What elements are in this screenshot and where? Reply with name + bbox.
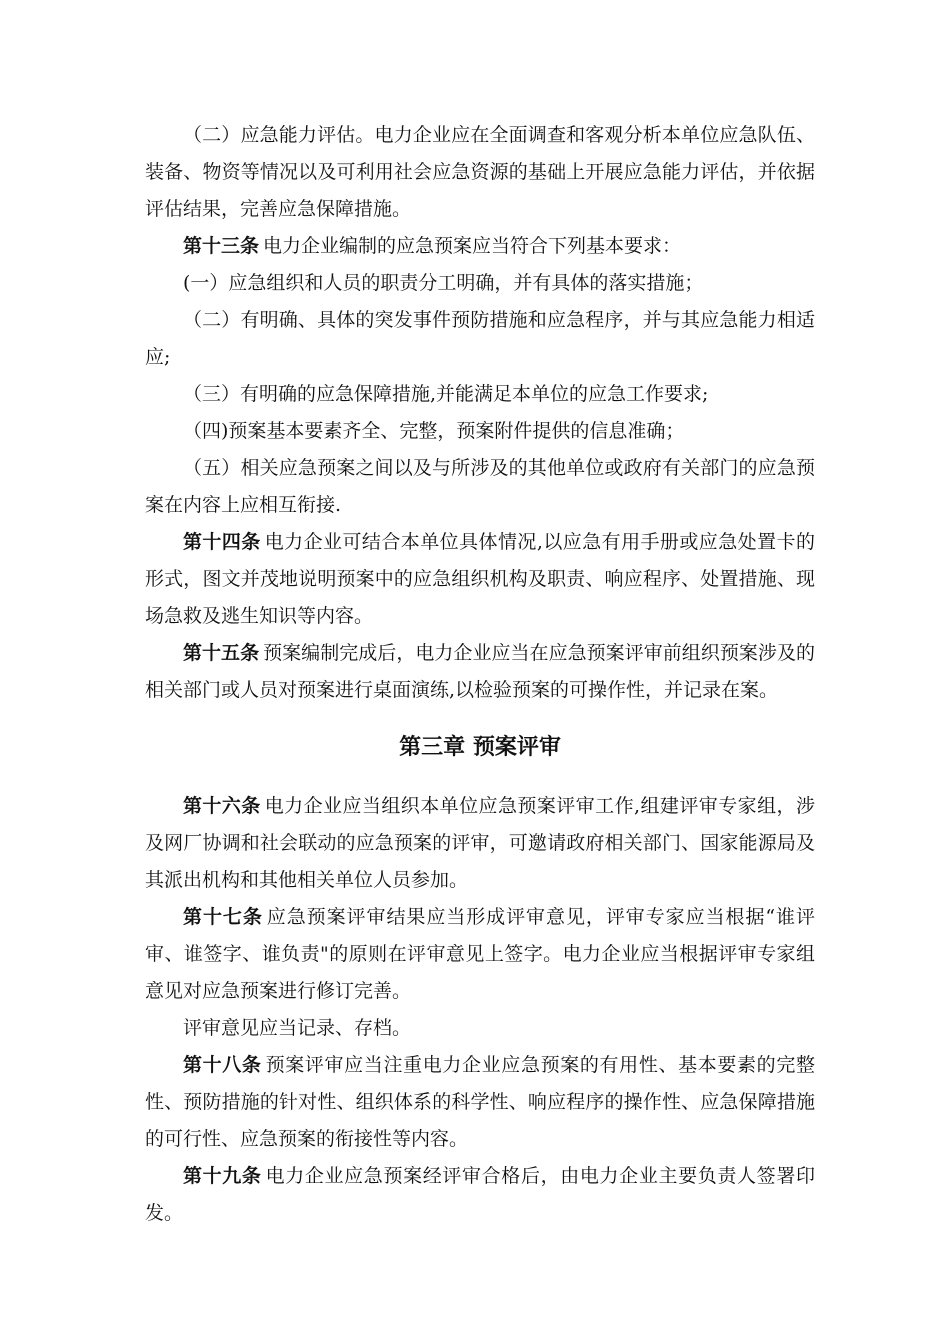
article-19: 第十九条 电力企业应急预案经评审合格后，由电力企业主要负责人签署印发。 — [145, 1165, 815, 1224]
article-18: 第十八条 预案评审应当注重电力企业应急预案的有用性、基本要素的完整性、预防措施的针对性、组织体系的科学性、响应程序的操作性、应急保障措施的可行性、应急预案的衔接性等内容。 — [145, 1054, 815, 1150]
requirement-item-5: （五）相关应急预案之间以及与所涉及的其他单位或政府有关部门的应急预案在内容上应相互衔接. — [145, 457, 815, 516]
article-number: 第十三条 — [183, 235, 260, 257]
article-13: 第十三条 电力企业编制的应急预案应当符合下列基本要求： — [183, 235, 682, 257]
requirement-item-2: （二）有明确、具体的突发事件预防措施和应急程序，并与其应急能力相适应; — [145, 309, 815, 368]
requirement-item-4: （四)预案基本要素齐全、完整，预案附件提供的信息准确； — [183, 420, 685, 442]
article-number: 第十五条 — [183, 642, 260, 664]
article-14: 第十四条 电力企业可结合本单位具体情况,以应急有用手册或应急处置卡的形式，图文并茂地说明预案中的应急组织机构及职责、响应程序、处置措施、现场急救及逃生知识等内容。 — [145, 531, 815, 627]
requirement-item-3: （三）有明确的应急保障措施,并能满足本单位的应急工作要求; — [183, 383, 709, 405]
article-15: 第十五条 预案编制完成后，电力企业应当在应急预案评审前组织预案涉及的相关部门或人员对预案进行桌面演练,以检验预案的可操作性，并记录在案。 — [145, 642, 815, 701]
article-number: 第十七条 — [183, 906, 263, 928]
article-17: 第十七条 应急预案评审结果应当形成评审意见，评审专家应当根据“谁评审、谁签字、谁负责"的原则在评审意见上签字。电力企业应当根据评审专家组意见对应急预案进行修订完善。 — [145, 906, 815, 1002]
article-number: 第十九条 — [183, 1165, 262, 1187]
article-number: 第十六条 — [183, 795, 261, 817]
document-body — [145, 117, 815, 1232]
requirement-item-1: (一）应急组织和人员的职责分工明确，并有具体的落实措施； — [183, 272, 704, 294]
paragraph-capability-assessment: （二）应急能力评估。电力企业应在全面调查和客观分析本单位应急队伍、装备、物资等情况以及可利用社会应急资源的基础上开展应急能力评估，并依据评估结果，完善应急保障措施。 — [145, 124, 815, 220]
article-number: 第十八条 — [183, 1054, 262, 1076]
chapter-title: 第三章 预案评审 — [399, 735, 561, 760]
article-16: 第十六条 电力企业应当组织本单位应急预案评审工作,组建评审专家组，涉及网厂协调和社会联动的应急预案的评审，可邀请政府相关部门、国家能源局及其派出机构和其他相关单位人员参加。 — [145, 795, 815, 891]
paragraph-review-record: 评审意见应当记录、存档。 — [183, 1017, 412, 1039]
article-number: 第十四条 — [183, 531, 261, 553]
